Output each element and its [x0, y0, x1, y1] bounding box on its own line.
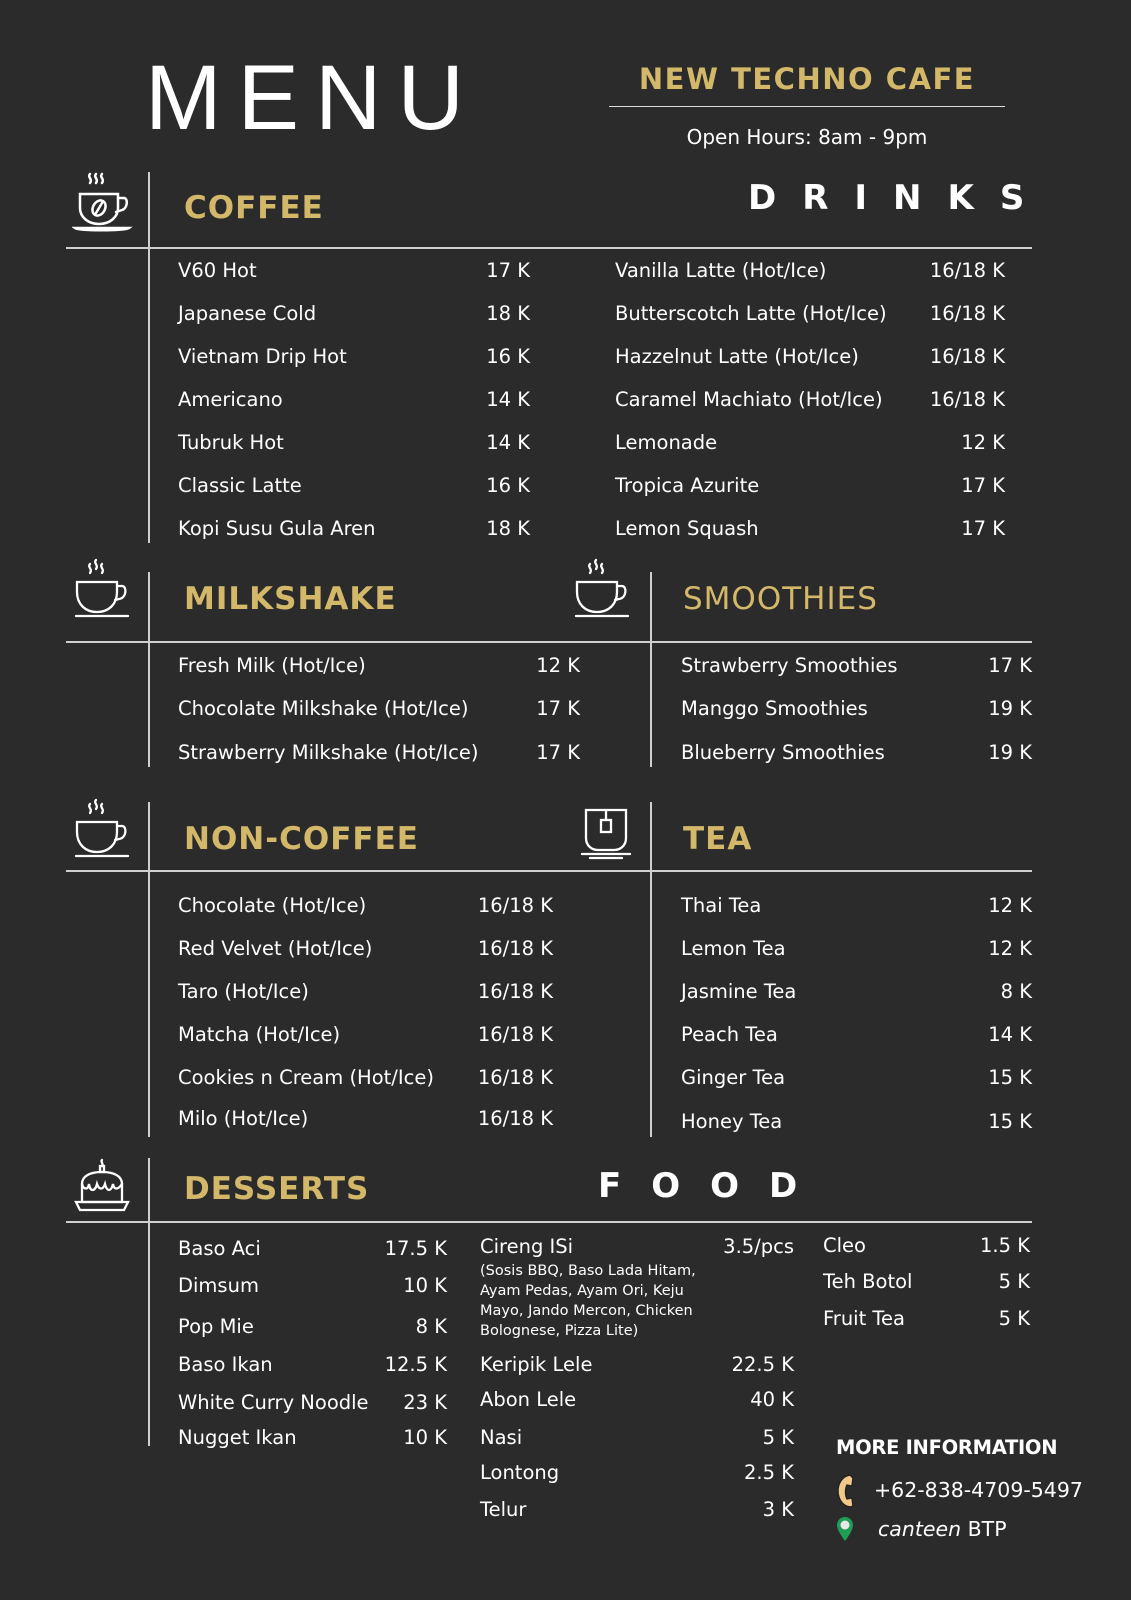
item-price: 3 K — [762, 1498, 794, 1521]
item-price: 40 K — [750, 1388, 794, 1411]
item-name: Lemon Tea — [681, 937, 786, 960]
item-name: Fresh Milk (Hot/Ice) — [178, 654, 366, 677]
divider — [148, 572, 150, 767]
item-price: 8 K — [1000, 980, 1032, 1003]
item-price: 12 K — [988, 937, 1032, 960]
cireng-description: Ayam Pedas, Ayam Ori, Keju — [480, 1283, 684, 1299]
item-price: 14 K — [486, 431, 530, 454]
coffee-bean-cup-icon — [72, 172, 134, 236]
item-name: Ginger Tea — [681, 1066, 786, 1089]
item-price: 16/18 K — [477, 1023, 553, 1046]
menu-title: MENU — [145, 47, 480, 149]
item-name: Milo (Hot/Ice) — [178, 1107, 309, 1130]
item-name: Baso Ikan — [178, 1353, 273, 1376]
milkshake-heading: MILKSHAKE — [184, 581, 397, 617]
cireng-description: Mayo, Jando Mercon, Chicken — [480, 1303, 693, 1319]
item-price: 16 K — [486, 474, 530, 497]
item-name: Dimsum — [178, 1274, 259, 1297]
non-coffee-heading: NON-COFFEE — [184, 821, 419, 857]
hot-cup-icon — [72, 558, 132, 620]
divider — [66, 1221, 1032, 1223]
item-name: V60 Hot — [178, 259, 257, 282]
item-price: 14 K — [486, 388, 530, 411]
item-price: 22.5 K — [731, 1353, 794, 1376]
item-price: 1.5 K — [980, 1234, 1030, 1257]
more-information-heading: MORE INFORMATION — [836, 1436, 1058, 1459]
divider — [609, 106, 1005, 107]
cireng-description: (Sosis BBQ, Baso Lada Hitam, — [480, 1263, 696, 1279]
divider — [66, 247, 1032, 249]
item-name: Kopi Susu Gula Aren — [178, 517, 376, 540]
item-price: 3.5/pcs — [723, 1235, 794, 1258]
item-name: Chocolate Milkshake (Hot/Ice) — [178, 697, 469, 720]
item-price: 15 K — [988, 1066, 1032, 1089]
item-name: Fruit Tea — [823, 1307, 905, 1330]
item-name: Taro (Hot/Ice) — [178, 980, 309, 1003]
item-price: 12 K — [961, 431, 1005, 454]
item-price: 23 K — [403, 1391, 447, 1414]
location-name: canteen — [878, 1517, 962, 1541]
desserts-heading: DESSERTS — [184, 1171, 370, 1207]
item-price: 2.5 K — [744, 1461, 794, 1484]
divider — [650, 572, 652, 767]
item-name: Keripik Lele — [480, 1353, 593, 1376]
item-price: 17 K — [988, 654, 1032, 677]
divider — [148, 1158, 150, 1446]
item-price: 14 K — [988, 1023, 1032, 1046]
item-name: Lemon Squash — [615, 517, 759, 540]
item-name: Matcha (Hot/Ice) — [178, 1023, 341, 1046]
food-label: FOOD — [598, 1166, 828, 1206]
item-price: 16/18 K — [477, 894, 553, 917]
item-name: Peach Tea — [681, 1023, 778, 1046]
item-price: 10 K — [403, 1274, 447, 1297]
item-price: 16/18 K — [929, 259, 1005, 282]
item-name: Americano — [178, 388, 283, 411]
item-name: Cleo — [823, 1234, 866, 1257]
item-name: Jasmine Tea — [681, 980, 797, 1003]
item-name: White Curry Noodle — [178, 1391, 369, 1414]
item-name: Red Velvet (Hot/Ice) — [178, 937, 373, 960]
item-price: 12 K — [988, 894, 1032, 917]
item-price: 16/18 K — [929, 302, 1005, 325]
divider — [66, 641, 1032, 643]
item-name: Tropica Azurite — [615, 474, 760, 497]
item-price: 15 K — [988, 1110, 1032, 1133]
item-price: 5 K — [762, 1426, 794, 1449]
open-hours: Open Hours: 8am - 9pm — [686, 125, 928, 149]
hot-cup-icon — [72, 798, 132, 860]
item-price: 10 K — [403, 1426, 447, 1449]
item-price: 16/18 K — [477, 937, 553, 960]
item-name: Caramel Machiato (Hot/Ice) — [615, 388, 883, 411]
item-name: Teh Botol — [823, 1270, 913, 1293]
item-price: 16/18 K — [477, 1066, 553, 1089]
item-name: Manggo Smoothies — [681, 697, 868, 720]
item-name: Classic Latte — [178, 474, 302, 497]
item-name: Lemonade — [615, 431, 718, 454]
smoothies-heading: SMOOTHIES — [683, 581, 878, 617]
item-price: 12.5 K — [384, 1353, 447, 1376]
drinks-label: DRINKS — [748, 178, 1051, 218]
item-name: Tubruk Hot — [178, 431, 284, 454]
item-name: Japanese Cold — [178, 302, 317, 325]
item-price: 19 K — [988, 741, 1032, 764]
phone-number: +62-838-4709-5497 — [874, 1478, 1083, 1502]
item-price: 12 K — [536, 654, 580, 677]
item-name: Pop Mie — [178, 1315, 254, 1338]
cireng-description: Bolognese, Pizza Lite) — [480, 1323, 639, 1339]
coffee-heading: COFFEE — [184, 190, 324, 226]
item-name: Telur — [480, 1498, 527, 1521]
divider — [148, 802, 150, 1137]
item-name: Nasi — [480, 1426, 523, 1449]
item-price: 17 K — [486, 259, 530, 282]
item-price: 18 K — [486, 517, 530, 540]
item-price: 17 K — [536, 697, 580, 720]
location-pin-icon — [836, 1516, 854, 1542]
item-name: Honey Tea — [681, 1110, 783, 1133]
hot-cup-icon — [572, 558, 632, 620]
item-price: 16 K — [486, 345, 530, 368]
cafe-name: NEW TECHNO CAFE — [638, 62, 976, 96]
item-name: Cookies n Cream (Hot/Ice) — [178, 1066, 434, 1089]
divider — [148, 172, 150, 543]
item-price: 17 K — [961, 474, 1005, 497]
item-price: 5 K — [998, 1270, 1030, 1293]
item-name: Baso Aci — [178, 1237, 261, 1260]
item-name: Hazzelnut Latte (Hot/Ice) — [615, 345, 859, 368]
item-name: Blueberry Smoothies — [681, 741, 885, 764]
tea-heading: TEA — [683, 821, 753, 857]
item-name: Thai Tea — [681, 894, 762, 917]
cake-icon — [74, 1158, 130, 1214]
item-price: 16/18 K — [929, 388, 1005, 411]
item-name: Strawberry Milkshake (Hot/Ice) — [178, 741, 479, 764]
phone-icon — [836, 1474, 856, 1508]
item-name: Chocolate (Hot/Ice) — [178, 894, 367, 917]
item-name: Cireng ISi — [480, 1235, 574, 1258]
item-price: 16/18 K — [477, 1107, 553, 1130]
item-price: 5 K — [998, 1307, 1030, 1330]
location-suffix: BTP — [961, 1517, 1007, 1541]
item-name: Vietnam Drip Hot — [178, 345, 347, 368]
item-price: 17.5 K — [384, 1237, 447, 1260]
divider — [66, 870, 1032, 872]
item-price: 18 K — [486, 302, 530, 325]
item-price: 17 K — [961, 517, 1005, 540]
divider — [650, 802, 652, 1137]
item-name: Lontong — [480, 1461, 560, 1484]
item-name: Nugget Ikan — [178, 1426, 297, 1449]
item-price: 8 K — [415, 1315, 447, 1338]
item-name: Vanilla Latte (Hot/Ice) — [615, 259, 827, 282]
item-price: 16/18 K — [929, 345, 1005, 368]
item-price: 17 K — [536, 741, 580, 764]
location — [878, 1517, 1007, 1541]
item-name: Abon Lele — [480, 1388, 577, 1411]
item-name: Butterscotch Latte (Hot/Ice) — [615, 302, 887, 325]
tea-bag-cup-icon — [580, 806, 632, 860]
item-price: 19 K — [988, 697, 1032, 720]
item-price: 16/18 K — [477, 980, 553, 1003]
item-name: Strawberry Smoothies — [681, 654, 898, 677]
